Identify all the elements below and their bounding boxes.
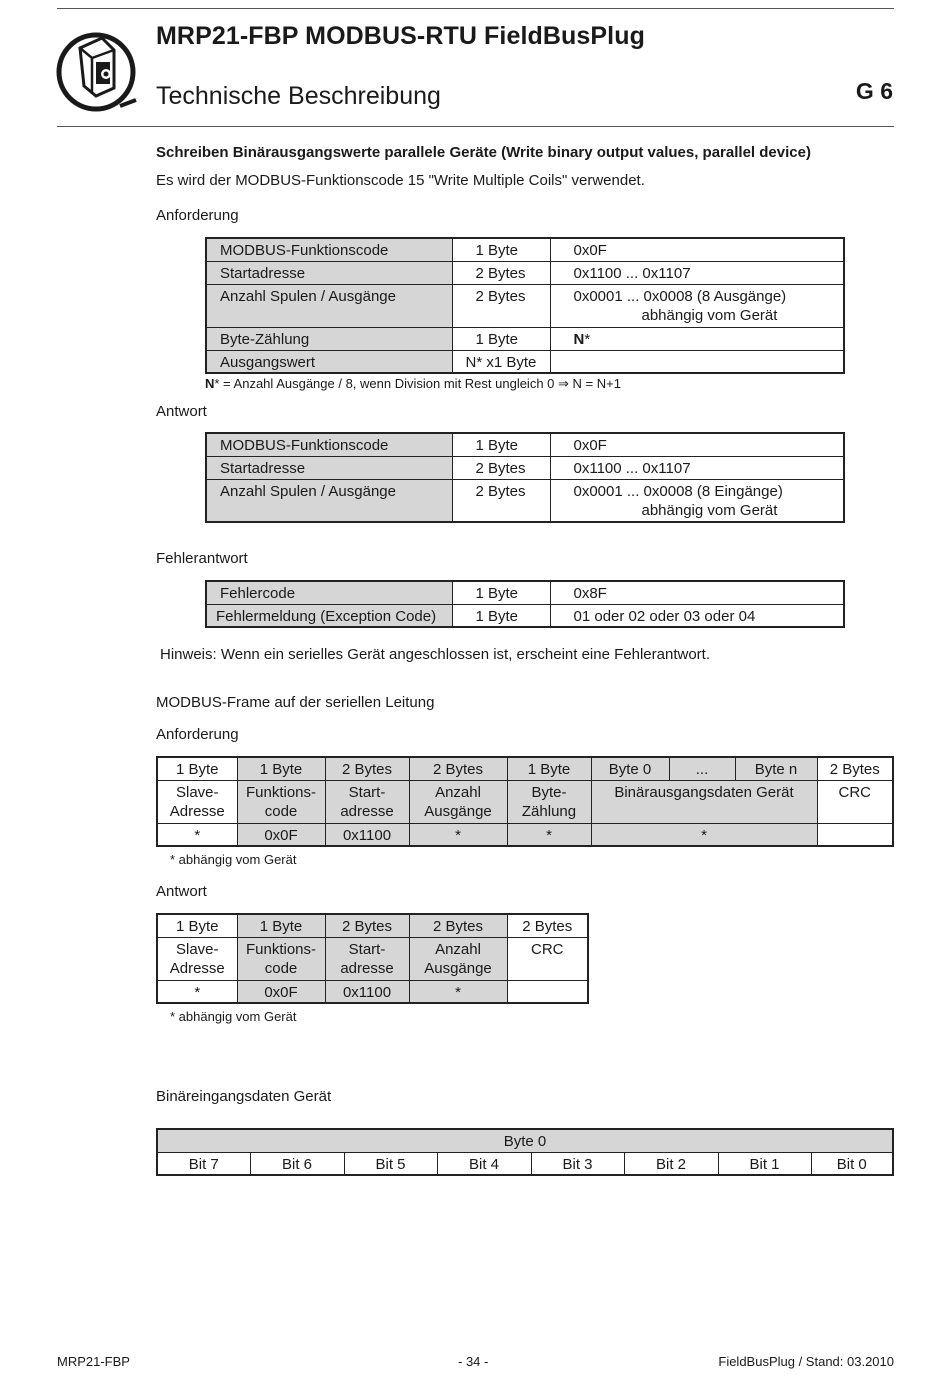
field-name: Anzahl Spulen / Ausgänge xyxy=(206,479,452,522)
frame-value: * xyxy=(591,823,817,846)
request-footnote xyxy=(205,376,621,392)
field-value-note: abhängig vom Gerät xyxy=(641,306,778,324)
table-row xyxy=(206,284,844,327)
field-size: 1 Byte xyxy=(452,238,550,261)
request-table xyxy=(205,237,845,374)
field-value xyxy=(550,327,844,350)
footnote-text: * = Anzahl Ausgänge / 8, wenn Division mit Rest ungleich 0 ⇒ N = N+1 xyxy=(214,376,621,391)
field-size: 2 Bytes xyxy=(452,284,550,327)
frame-size: 2 Bytes xyxy=(325,757,409,780)
field-name: MODBUS-Funktionscode xyxy=(206,433,452,456)
fieldbusplug-logo-icon xyxy=(56,28,140,112)
field-name: MODBUS-Funktionscode xyxy=(206,238,452,261)
frame-size: 1 Byte xyxy=(157,914,237,937)
frame-size: 2 Bytes xyxy=(409,914,507,937)
frame-size: ... xyxy=(669,757,735,780)
table-row xyxy=(157,937,588,980)
table-row xyxy=(206,350,844,373)
frame-response-footnote: * abhängig vom Gerät xyxy=(170,1009,297,1024)
frame-value: 0x1100 xyxy=(325,980,409,1003)
field-name: Fehlercode xyxy=(206,581,452,604)
response-label: Antwort xyxy=(156,403,207,420)
table-row xyxy=(206,327,844,350)
frame-field: Binärausgangsdaten Gerät xyxy=(591,780,817,823)
frame-size: 1 Byte xyxy=(507,757,591,780)
field-size: 2 Bytes xyxy=(452,479,550,522)
field-size: 1 Byte xyxy=(452,433,550,456)
field-size: 1 Byte xyxy=(452,327,550,350)
field-value xyxy=(550,284,844,327)
intro-text: Es wird der MODBUS-Funktionscode 15 "Write Multiple Coils" verwendet. xyxy=(156,172,645,189)
frame-field xyxy=(237,937,325,980)
field-value-main: 0x0001 ... 0x0008 (8 Eingänge) xyxy=(573,482,783,500)
header-rule xyxy=(57,126,894,127)
section-heading: Schreiben Binärausgangswerte parallele Geräte (Write binary output values, parallel device) xyxy=(156,144,811,161)
field-value-symbol: N xyxy=(573,330,585,348)
frame-field-line: Anzahl Ausgänge xyxy=(424,783,492,820)
frame-value: * xyxy=(157,823,237,846)
frame-field-line: Funktions- code xyxy=(245,940,317,977)
field-value: 0x0F xyxy=(550,433,844,456)
table-row xyxy=(157,914,588,937)
bit-cell: Bit 4 xyxy=(437,1152,531,1175)
field-value: 0x0F xyxy=(550,238,844,261)
frame-field xyxy=(237,780,325,823)
field-size: 2 Bytes xyxy=(452,456,550,479)
bit-cell: Bit 1 xyxy=(718,1152,811,1175)
table-row xyxy=(157,1152,893,1175)
response-table xyxy=(205,432,845,523)
frame-field xyxy=(325,937,409,980)
frame-value: 0x1100 xyxy=(325,823,409,846)
frame-response-label: Antwort xyxy=(156,883,207,900)
field-value-superscript: * xyxy=(584,330,591,348)
frame-size: 2 Bytes xyxy=(325,914,409,937)
field-value-main: 0x0001 ... 0x0008 (8 Ausgänge) xyxy=(573,287,787,305)
frame-size: 2 Bytes xyxy=(409,757,507,780)
frame-request-table xyxy=(156,756,894,847)
field-size: 1 Byte xyxy=(452,581,550,604)
frame-response-table xyxy=(156,913,589,1004)
frame-field-line: Slave- Adresse xyxy=(169,940,225,977)
footer-product: MRP21-FBP xyxy=(57,1354,130,1369)
frame-request-footnote: * abhängig vom Gerät xyxy=(170,852,297,867)
frame-value xyxy=(507,980,588,1003)
frame-field-line: Start- adresse xyxy=(340,940,394,977)
section-label: G 6 xyxy=(855,78,893,104)
field-value-note: abhängig vom Gerät xyxy=(641,501,778,519)
frame-size: 2 Bytes xyxy=(817,757,893,780)
frame-field xyxy=(157,937,237,980)
bit-cell: Bit 5 xyxy=(344,1152,437,1175)
field-name: Startadresse xyxy=(206,456,452,479)
frame-field-line: Start- adresse xyxy=(340,783,394,820)
request-label: Anforderung xyxy=(156,207,239,224)
footnote-symbol: N xyxy=(205,376,215,391)
document-title: MRP21-FBP MODBUS-RTU FieldBusPlug xyxy=(156,22,645,50)
field-name: Fehlermeldung (Exception Code) xyxy=(206,604,452,627)
field-value: 0x1100 ... 0x1107 xyxy=(550,261,844,284)
field-value xyxy=(550,479,844,522)
frame-size: Byte n xyxy=(735,757,817,780)
field-value xyxy=(550,350,844,373)
frame-value: 0x0F xyxy=(237,823,325,846)
field-size: N* x1 Byte xyxy=(452,350,550,373)
field-name: Anzahl Spulen / Ausgänge xyxy=(206,284,452,327)
field-size: 2 Bytes xyxy=(452,261,550,284)
document-subtitle: Technische Beschreibung xyxy=(156,82,441,110)
bit-cell: Bit 6 xyxy=(250,1152,344,1175)
table-row xyxy=(206,456,844,479)
field-name: Byte-Zählung xyxy=(206,327,452,350)
table-row xyxy=(157,980,588,1003)
table-row xyxy=(157,757,893,780)
frame-size: 1 Byte xyxy=(237,757,325,780)
bit-cell: Bit 2 xyxy=(624,1152,718,1175)
table-row xyxy=(206,433,844,456)
error-response-label: Fehlerantwort xyxy=(156,550,248,567)
table-row xyxy=(206,238,844,261)
table-row xyxy=(206,581,844,604)
frame-size: 2 Bytes xyxy=(507,914,588,937)
frame-field xyxy=(325,780,409,823)
frame-value: * xyxy=(507,823,591,846)
bit-cell: Bit 3 xyxy=(531,1152,624,1175)
field-size: 1 Byte xyxy=(452,604,550,627)
table-row xyxy=(157,823,893,846)
frame-field: CRC xyxy=(817,780,893,823)
error-response-table xyxy=(205,580,845,628)
frame-field-line: Funktions- code xyxy=(245,783,317,820)
frame-request-label: Anforderung xyxy=(156,726,239,743)
table-row xyxy=(206,479,844,522)
frame-size: 1 Byte xyxy=(237,914,325,937)
frame-value: * xyxy=(157,980,237,1003)
frame-title: MODBUS-Frame auf der seriellen Leitung xyxy=(156,694,435,711)
binary-input-label: Binäreingangsdaten Gerät xyxy=(156,1088,332,1105)
frame-field: CRC xyxy=(507,937,588,980)
table-row xyxy=(157,780,893,823)
table-row xyxy=(206,604,844,627)
frame-field-line: Anzahl Ausgänge xyxy=(424,940,492,977)
frame-value: 0x0F xyxy=(237,980,325,1003)
bit-cell: Bit 7 xyxy=(157,1152,250,1175)
field-value: 0x8F xyxy=(550,581,844,604)
bit-cell: Bit 0 xyxy=(811,1152,893,1175)
frame-value: * xyxy=(409,980,507,1003)
frame-value: * xyxy=(409,823,507,846)
field-name: Startadresse xyxy=(206,261,452,284)
frame-field xyxy=(409,780,507,823)
table-row xyxy=(206,261,844,284)
table-row xyxy=(157,1129,893,1152)
frame-field xyxy=(409,937,507,980)
frame-field-line: Byte- Zählung xyxy=(521,783,577,820)
byte-header: Byte 0 xyxy=(157,1129,893,1152)
frame-field-line: Slave- Adresse xyxy=(169,783,225,820)
frame-field xyxy=(507,780,591,823)
frame-value xyxy=(817,823,893,846)
frame-size: 1 Byte xyxy=(157,757,237,780)
field-value: 01 oder 02 oder 03 oder 04 xyxy=(550,604,844,627)
field-value: 0x1100 ... 0x1107 xyxy=(550,456,844,479)
hint-text: Hinweis: Wenn ein serielles Gerät angeschlossen ist, erscheint eine Fehlerantwort. xyxy=(160,646,710,663)
frame-size: Byte 0 xyxy=(591,757,669,780)
footer-page-number: - 34 - xyxy=(458,1354,489,1369)
frame-field xyxy=(157,780,237,823)
top-rule xyxy=(57,8,894,9)
field-name: Ausgangswert xyxy=(206,350,452,373)
binary-input-table xyxy=(156,1128,894,1176)
footer-revision: FieldBusPlug / Stand: 03.2010 xyxy=(718,1354,894,1369)
